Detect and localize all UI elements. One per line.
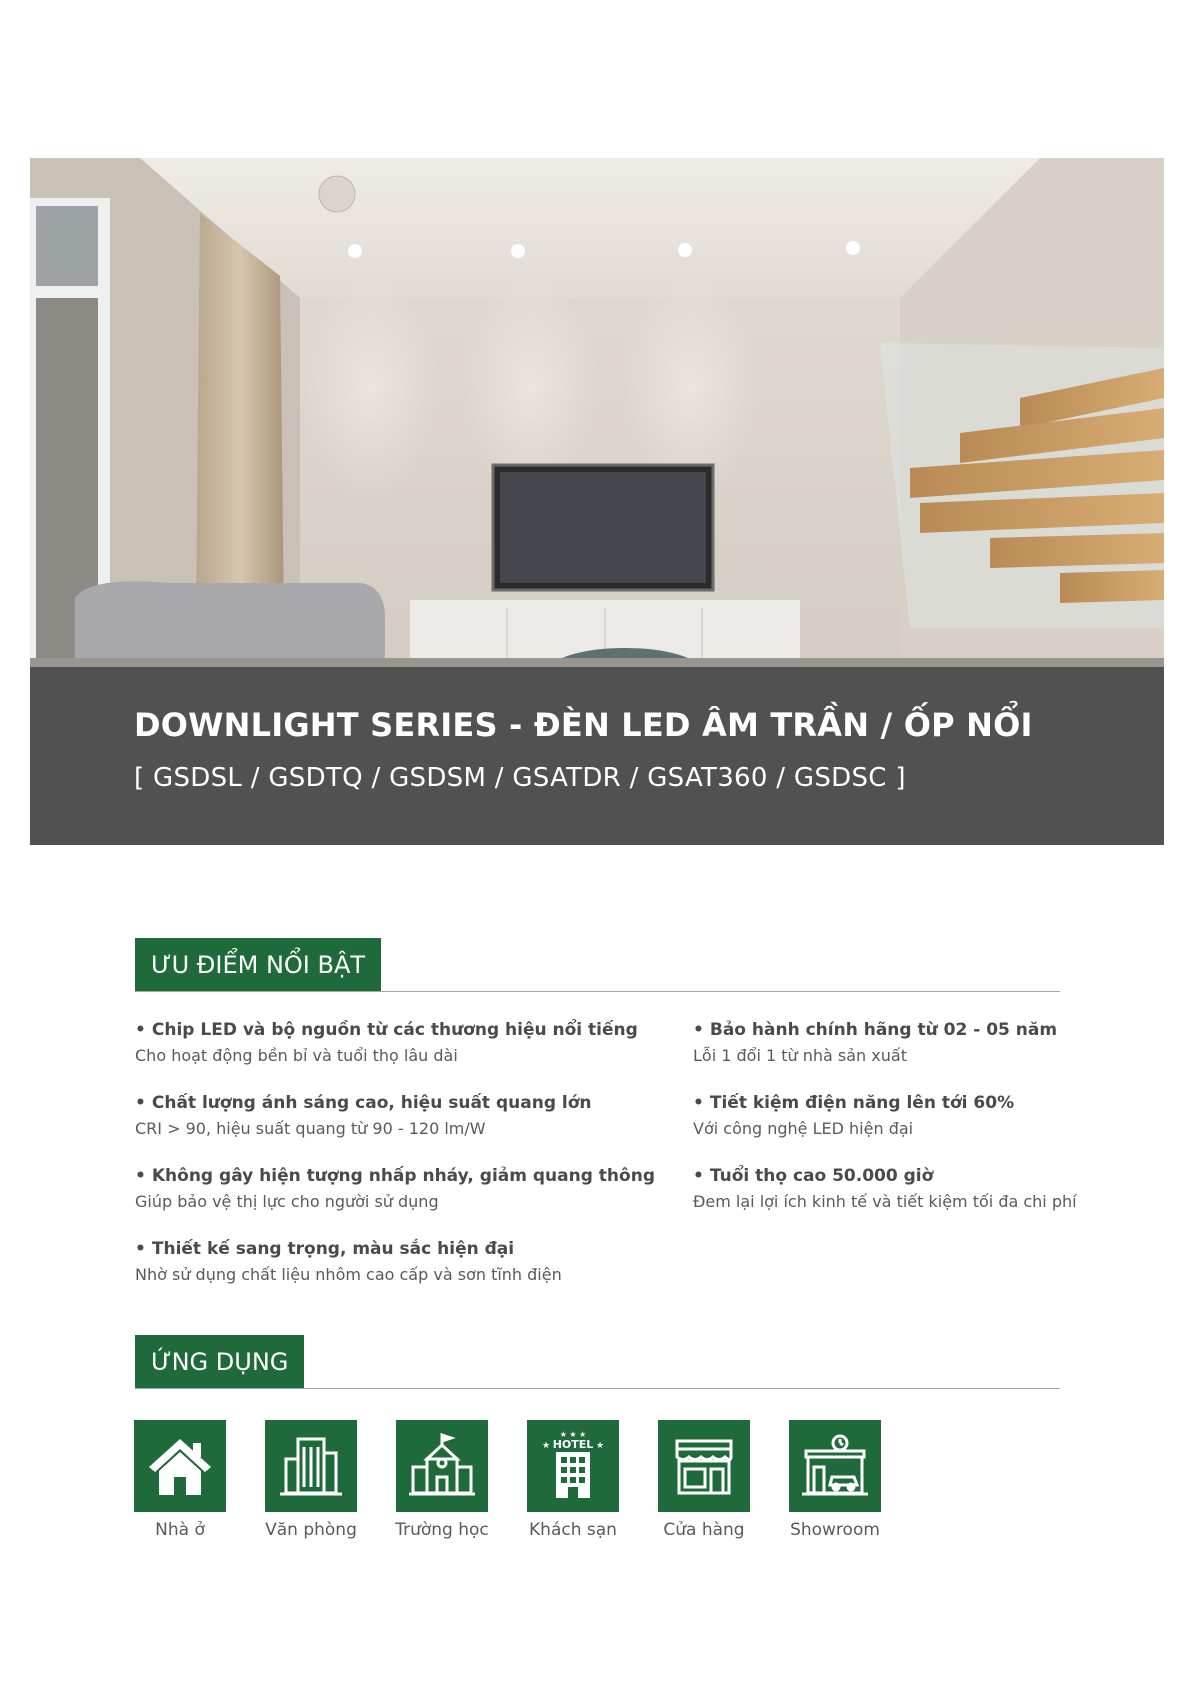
svg-text:★: ★ xyxy=(542,1441,551,1451)
application-label: Văn phòng xyxy=(265,1520,357,1540)
feature-item: • Chất lượng ánh sáng cao, hiệu suất quang lớn CRI > 90, hiệu suất quang từ 90 - 120 lm/W xyxy=(135,1090,615,1142)
feature-desc: Lỗi 1 đổi 1 từ nhà sản xuất xyxy=(693,1046,907,1065)
feature-title: Chip LED và bộ nguồn từ các thương hiệu nổi tiếng xyxy=(151,1020,638,1040)
feature-desc: Nhờ sử dụng chất liệu nhôm cao cấp và sơn tĩnh điện xyxy=(135,1265,562,1284)
feature-title: Không gây hiện tượng nhấp nháy, giảm quang thông xyxy=(151,1166,655,1186)
application-label: Nhà ở xyxy=(155,1520,205,1540)
advantages-header xyxy=(135,938,1060,992)
applications-header xyxy=(135,1335,1060,1389)
feature-item: • Thiết kế sang trọng, màu sắc hiện đại Nhờ sử dụng chất liệu nhôm cao cấp và sơn tĩnh điện xyxy=(135,1236,615,1288)
application-item-store xyxy=(639,1420,769,1540)
page-title: DOWNLIGHT SERIES - ĐÈN LED ÂM TRẦN / ỐP NỔI xyxy=(134,706,1033,744)
school-icon xyxy=(396,1420,488,1512)
feature-title: Tiết kiệm điện năng lên tới 60% xyxy=(709,1093,1015,1113)
applications-heading: ỨNG DỤNG xyxy=(135,1335,304,1389)
application-item-school xyxy=(377,1420,507,1540)
application-item-house xyxy=(115,1420,245,1540)
application-item-showroom xyxy=(770,1420,900,1540)
advantages-heading: ƯU ĐIỂM NỔI BẬT xyxy=(135,938,381,992)
feature-desc: Đem lại lợi ích kinh tế và tiết kiệm tối đa chi phí xyxy=(693,1192,1077,1211)
divider xyxy=(135,991,1060,992)
svg-text:★: ★ xyxy=(596,1441,605,1451)
house-icon xyxy=(134,1420,226,1512)
application-label: Khách sạn xyxy=(529,1520,617,1540)
feature-title: Chất lượng ánh sáng cao, hiệu suất quang lớn xyxy=(151,1093,592,1113)
feature-title: Bảo hành chính hãng từ 02 - 05 năm xyxy=(709,1020,1058,1040)
feature-title: Thiết kế sang trọng, màu sắc hiện đại xyxy=(151,1239,515,1259)
product-codes: [ GSDSL / GSDTQ / GSDSM / GSATDR / GSAT360 / GSDSC ] xyxy=(134,763,906,793)
application-label: Trường học xyxy=(395,1520,489,1540)
svg-text:★ ★ ★: ★ ★ ★ xyxy=(559,1430,587,1439)
feature-desc: CRI > 90, hiệu suất quang từ 90 - 120 lm/W xyxy=(135,1119,486,1138)
feature-desc: Cho hoạt động bền bỉ và tuổi thọ lâu dài xyxy=(135,1046,458,1065)
hotel-icon xyxy=(527,1420,619,1512)
application-label: Showroom xyxy=(790,1520,880,1540)
hero-caption-band xyxy=(30,667,1164,845)
feature-item: • Bảo hành chính hãng từ 02 - 05 năm Lỗi 1 đổi 1 từ nhà sản xuất xyxy=(693,1017,1173,1069)
feature-title: Tuổi thọ cao 50.000 giờ xyxy=(709,1166,934,1186)
application-item-office xyxy=(246,1420,376,1540)
divider xyxy=(135,1388,1060,1389)
feature-item: • Tuổi thọ cao 50.000 giờ Đem lại lợi ích kinh tế và tiết kiệm tối đa chi phí xyxy=(693,1163,1173,1215)
application-item-hotel xyxy=(508,1420,638,1540)
feature-item: • Chip LED và bộ nguồn từ các thương hiệu nổi tiếng Cho hoạt động bền bỉ và tuổi thọ lâu dài xyxy=(135,1017,615,1069)
showroom-icon xyxy=(789,1420,881,1512)
store-icon xyxy=(658,1420,750,1512)
feature-desc: Với công nghệ LED hiện đại xyxy=(693,1119,914,1138)
office-building-icon xyxy=(265,1420,357,1512)
feature-item: • Tiết kiệm điện năng lên tới 60% Với công nghệ LED hiện đại xyxy=(693,1090,1173,1142)
hero-image xyxy=(30,158,1164,845)
hotel-sign-text: HOTEL xyxy=(552,1438,594,1451)
application-label: Cửa hàng xyxy=(663,1520,745,1540)
feature-item: • Không gây hiện tượng nhấp nháy, giảm quang thông Giúp bảo vệ thị lực cho người sử dụng xyxy=(135,1163,615,1215)
feature-desc: Giúp bảo vệ thị lực cho người sử dụng xyxy=(135,1192,439,1211)
